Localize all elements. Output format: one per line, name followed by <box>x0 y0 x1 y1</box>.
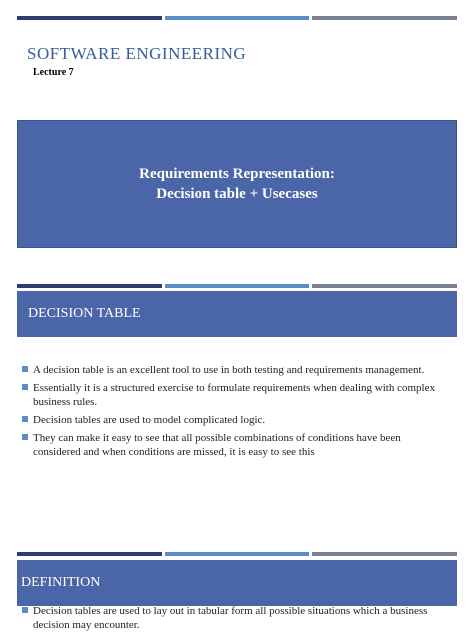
top-bar-gray <box>312 284 457 288</box>
slide2-top-bars <box>17 284 457 288</box>
top-bar-gray <box>312 552 457 556</box>
top-bar-light <box>165 552 310 556</box>
bullet-text: Essentially it is a structured exercise to formulate requirements when dealing with complex business rules. <box>33 382 435 408</box>
slide1-title: SOFTWARE ENGINEERING <box>27 44 247 63</box>
top-bar-light <box>165 16 310 20</box>
bullet-text: They can make it easy to see that all possible combinations of conditions have been considered and when conditions are missed, it is easy to see this <box>33 432 401 458</box>
top-bar-dark <box>17 16 162 20</box>
bullet-text: Decision tables are used to lay out in tabular form all possible situations which a business decision may encounter. <box>33 605 428 631</box>
slide2-bullet-list <box>22 363 442 463</box>
bullet-text: A decision table is an excellent tool to use in both testing and requirements management. <box>33 364 425 376</box>
top-bar-dark <box>17 284 162 288</box>
square-bullet-icon <box>22 366 28 372</box>
square-bullet-icon <box>22 416 28 422</box>
bullet-text: Decision tables are used to model complicated logic. <box>33 414 266 426</box>
square-bullet-icon <box>22 434 28 440</box>
slide1-lecture-label: Lecture 7 <box>33 67 74 78</box>
hero-line-2: Decision table + Usecases <box>156 186 318 202</box>
list-item <box>22 413 442 427</box>
slide1-hero-banner <box>17 120 457 248</box>
slide2-heading: DECISION TABLE <box>28 306 141 321</box>
slide2-heading-band <box>17 291 457 337</box>
top-bar-gray <box>312 16 457 20</box>
top-bar-light <box>165 284 310 288</box>
square-bullet-icon <box>22 607 28 613</box>
square-bullet-icon <box>22 384 28 390</box>
slide3-heading-band <box>17 560 457 606</box>
list-item <box>22 381 442 409</box>
list-item <box>22 604 442 632</box>
slide3-bullet-list <box>22 604 442 632</box>
list-item <box>22 363 442 377</box>
slide3-top-bars <box>17 552 457 556</box>
hero-line-1: Requirements Representation: <box>139 166 335 182</box>
top-bar-dark <box>17 552 162 556</box>
slide3-heading: DEFINITION <box>21 575 101 590</box>
slide1-top-bars <box>17 16 457 20</box>
list-item <box>22 431 442 459</box>
